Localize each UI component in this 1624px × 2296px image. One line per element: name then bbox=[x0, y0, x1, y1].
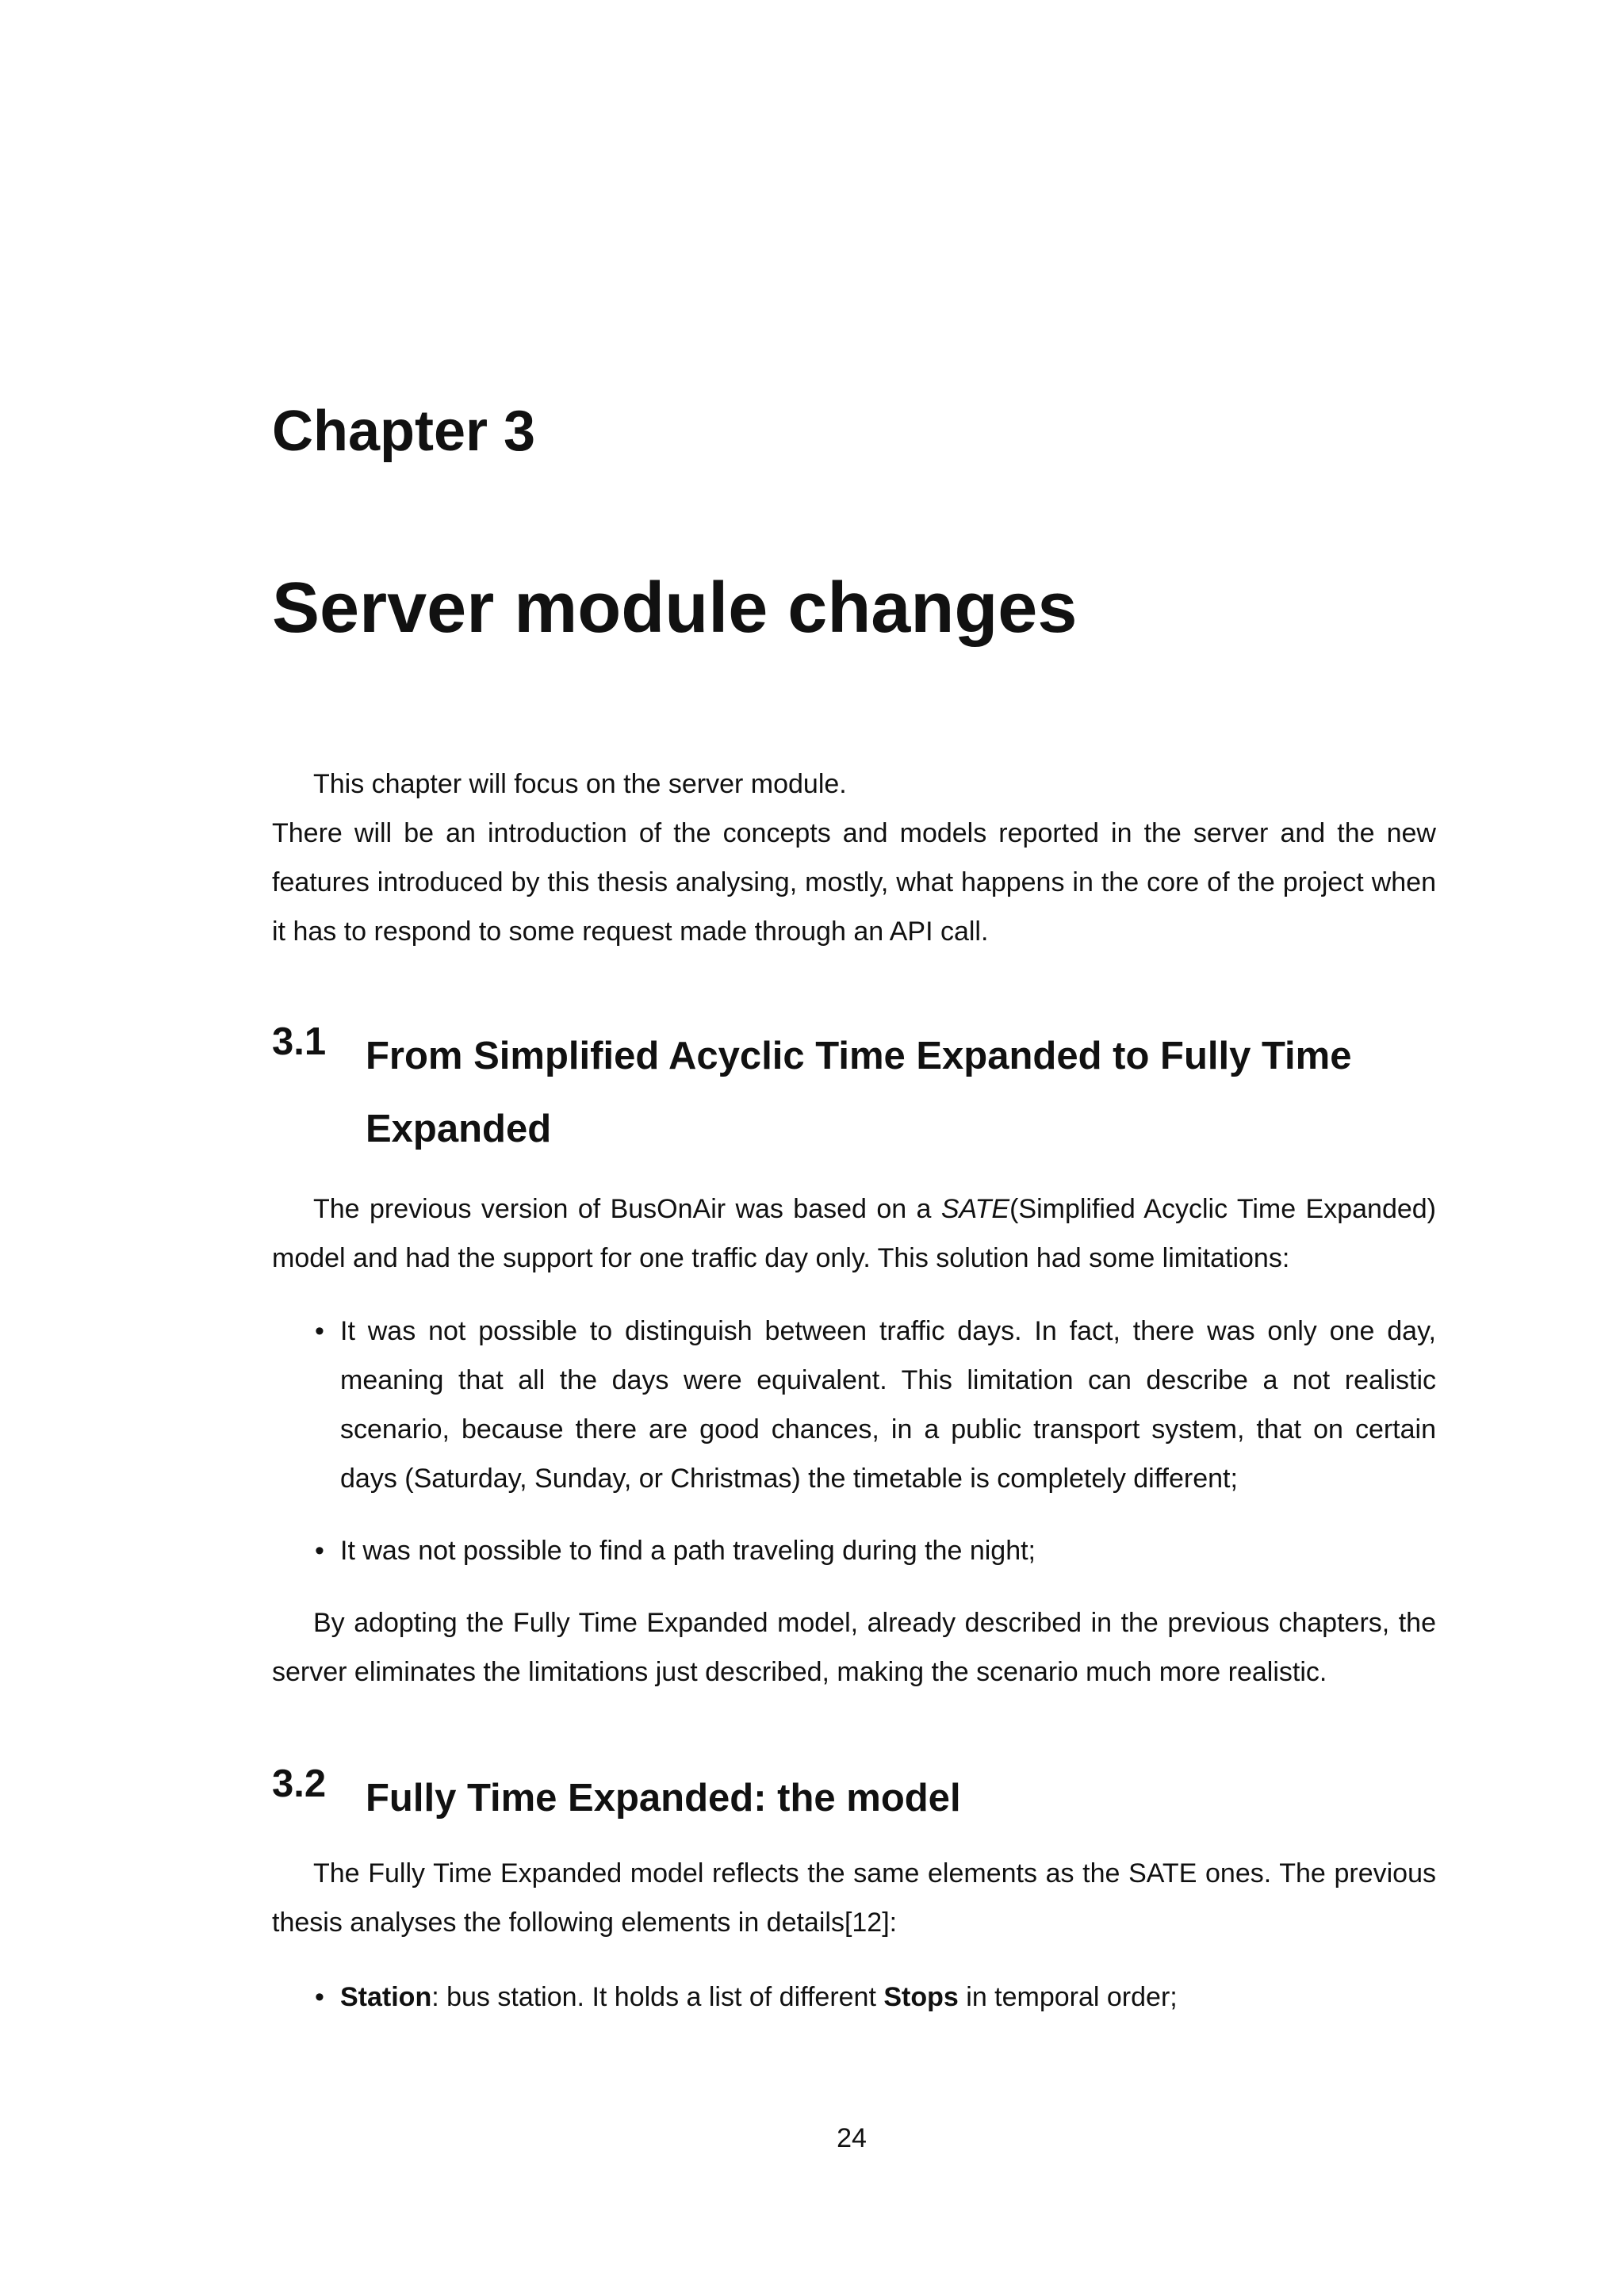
section-number: 3.2 bbox=[272, 1762, 327, 1805]
bullet-item bbox=[272, 1307, 1436, 1503]
section-title: From Simplified Acyclic Time Expanded to Fully Time Expanded bbox=[366, 1035, 1352, 1150]
para-text: The Fully Time Expanded model reflects the same elements as the SATE ones. The previous thesis analyses the following elements in details[12]: bbox=[272, 1858, 1436, 1938]
intro-first-line: This chapter will focus on the server module. bbox=[313, 769, 847, 799]
bullet-icon: • bbox=[315, 1982, 324, 2012]
chapter-title: Server module changes bbox=[272, 568, 1078, 648]
section-heading-3-1 bbox=[272, 1020, 1436, 1170]
intro-paragraph bbox=[272, 760, 1436, 956]
bullet-item bbox=[272, 1526, 1436, 1575]
bullet-item bbox=[272, 1973, 1436, 2022]
para-text: By adopting the Fully Time Expanded model, already described in the previous chapters, the server eliminates the limitations just described, making the scenario much more realistic. bbox=[272, 1608, 1436, 1687]
para-text: (Simplified Acyclic Time Expanded) model and had the support for one traffic day only. This solution had some limitations: bbox=[272, 1194, 1436, 1273]
bullet-text: It was not possible to find a path traveling during the night; bbox=[340, 1536, 1036, 1566]
para-text: The previous version of BusOnAir was based on a bbox=[313, 1194, 941, 1224]
bullet-text: in temporal order; bbox=[958, 1982, 1178, 2012]
sate-term: SATE bbox=[940, 1194, 1010, 1224]
bullet-text: : bus station. It holds a list of different bbox=[431, 1982, 884, 2012]
section-3-1-paragraph bbox=[272, 1184, 1436, 1283]
bullet-icon: • bbox=[315, 1536, 324, 1566]
chapter-label: Chapter 3 bbox=[272, 400, 536, 463]
section-3-1-closing bbox=[272, 1598, 1436, 1697]
intro-body: There will be an introduction of the concepts and models reported in the server and the new features introduced by this thesis analysing, mostly, what happens in the core of the project when it has to respond to some request made through an API call. bbox=[272, 818, 1436, 947]
bullet-text: It was not possible to distinguish between traffic days. In fact, there was only one day, meaning that all the days were equivalent. This limitation can describe a not realistic scenario, because there are good chances, in a public transport system, that on certain days (Saturday, Sunday, or Christmas) the timetable is completely different; bbox=[340, 1316, 1436, 1494]
bullet-icon: • bbox=[315, 1316, 324, 1346]
section-3-2-paragraph bbox=[272, 1849, 1436, 1947]
section-heading-3-2 bbox=[272, 1762, 1436, 1835]
station-term: Station bbox=[340, 1982, 432, 2012]
page-number: 24 bbox=[837, 2123, 867, 2153]
stops-term: Stops bbox=[883, 1982, 959, 2012]
section-number: 3.1 bbox=[272, 1020, 327, 1063]
section-title: Fully Time Expanded: the model bbox=[366, 1777, 961, 1820]
